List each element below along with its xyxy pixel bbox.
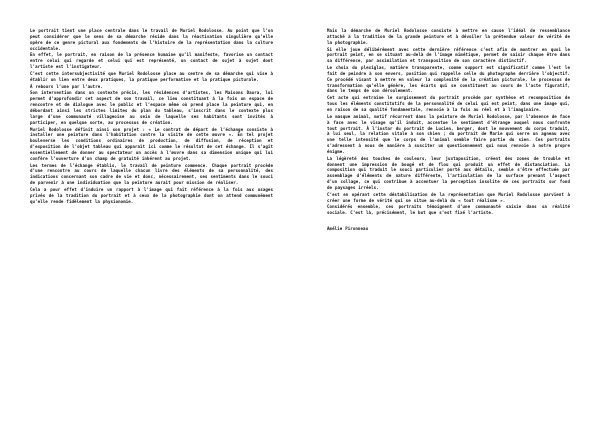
left-paragraph-5: Son intervention dans un contexte précis, les résidences d’artistes, les Maisons Daura, lui permet d’approfondir cet aspect de son travail, ce lieu constituant à la fois un espace de rencontre et de dialogue avec le public et l’espace même où prend place la peinture qui, en débordant ainsi les strictes limites du plan du tableau, s’inscrit dans le contexte plus large d’une communauté villageoise au sein de laquelle ses habitants sont invités à participer, en quelque sorte, au processus de création. xyxy=(30,90,273,125)
right-paragraph-8: Considérés ensemble, ces portraits témoignent d’une communauté saisie dans sa réalité sociale. C’est là, précisément, le but que s’est fixé l’artiste. xyxy=(327,204,570,216)
left-paragraph-7: Les termes de l’échange établis, le travail de peinture commence. Chaque portrait procède d’une rencontre au cours de laquelle chacun livre des éléments de sa personnalité, des indications concernant son cadre de vie et donc, nécessairement, ses sentiments dans le souci de parvenir à une individuation que la peinture aurait pour mission de réaliser. xyxy=(30,162,273,186)
left-paragraph-4: À rebours l’une par l’autre. xyxy=(30,83,103,89)
left-paragraph-1: Le portrait tient une place centrale dans le travail de Muriel Rodolosse. Au point que l’on peut considérer que le sens de sa démarche réside dans la réactivation singulière qu’elle opère de ce genre pictural aux fondements de l’histoire de la représentation dans la culture occidentale. xyxy=(30,28,273,51)
right-paragraph-3: Le choix du plexiglas, matière transparente, comme support est significatif comme l’est le fait de peindre à son envers, position qui rappelle celle du photographe derrière l’objectif. Ce procédé visant à mettre en valeur la complexité de la création picturale, le processus de transformation qu’elle génère, les écarts qui se constituent au cours de l’acte figuratif, dans le temps de son déroulement. xyxy=(327,65,570,94)
author-signature: Amélie Pironneau xyxy=(327,226,369,232)
right-paragraph-4: Cet acte qui entraîne le surgissement du portrait procède par synthèse et recomposition de tous les éléments constitutifs de la personnalité de celui qui est peint, dans une image qui, en raison de sa qualité fondamentale, renvoie à la fois au réel et à l’imaginaire. xyxy=(327,95,570,112)
right-column xyxy=(327,28,570,233)
right-paragraph-6: La légèreté des touches de couleurs, leur juxtaposition, créent des zones de trouble et donnent une impression de bougé et de flou qui produit un effet de distanciation. La composition qui traduit le souci particulier porté aux détails, semble s’être effectuée par assemblage d’éléments de nature différente, l’articulation de la surface prenant l’aspect d’un collage, ce qui contribue à accentuer la perception insolite de ces portraits sur fond de paysages irréels. xyxy=(327,155,570,190)
right-paragraph-5: Le masque animal, motif récurrent dans la peinture de Muriel Rodolosse, par l’absence de face à face avec le visage qu’il induit, accentue le sentiment d’étrange auquel nous confronte tout portrait. À l’instar du portrait de Lucien, berger, dont le mouvement du corps traduit, à lui seul, la relation vitale à son chien ; du portrait de Marie qui serre un agneau avec une telle intensité que le corps de l’animal semble faire partie du sien. Ces portraits s’adressent à nous de manière à susciter un questionnement qui nous renvoie à notre propre énigme. xyxy=(327,113,570,154)
right-paragraph-1: Mais la démarche de Muriel Rodolosse consiste à mettre en cause l’idéal de ressemblance attaché à la tradition de la grande peinture et à dévoiler la prétendue valeur de vérité de la photographie. xyxy=(327,28,570,45)
left-paragraph-8: Cela a pour effet d’induire un rapport à l’image qui fait référence à la fois aux usages privés de la tradition du portrait et à ceux de la photographie dont on attend communément qu’elle rende fidèlement la physionomie. xyxy=(30,186,273,204)
left-column xyxy=(30,28,273,205)
right-paragraph-2: Si elle joue délibérément avec cette dernière référence c’est afin de montrer en quoi le portrait peint, en se situant au-delà de l’image mimétique, permet de saisir chaque être dans sa différence, par assimilation et transposition de son caractère distinctif. xyxy=(327,46,570,64)
left-paragraph-3: C’est cette intersubjectivité que Muriel Rodolosse place au centre de sa démarche qui vise à établir un lien entre deux pratiques, la pratique performative et la pratique picturale. xyxy=(30,70,273,82)
right-paragraph-7: C’est en opérant cette déstabilisation de la représentation que Muriel Rodolosse parvient à créer une forme de vérité qui se situe au-delà du « tout réalisme ». xyxy=(327,191,570,203)
left-paragraph-6: Muriel Rodolosse définit ainsi son projet : « Le contrat de départ de l’échange consiste à installer une peinture dans l’habitation contre la visite de cette œuvre ». En tel projet bouleverse les conditions ordinaires de production, de diffusion, de réception et d’exposition de l’objet tableau qui apparaît ici comme le résultat de cet échange. Il s’agit essentiellement de donner au spectateur un accès à l’œuvre dans sa dimension unique qui lui confère l’ouverture d’un champ de gratuité inhérent au projet. xyxy=(30,126,273,161)
left-paragraph-2: En effet, le portrait, en raison de la présence humaine qu’il manifeste, favorise un contact entre celui qui regarde et celui qui est représenté, un contact de sujet à sujet dont l’artiste est l’instigateur. xyxy=(30,52,273,70)
